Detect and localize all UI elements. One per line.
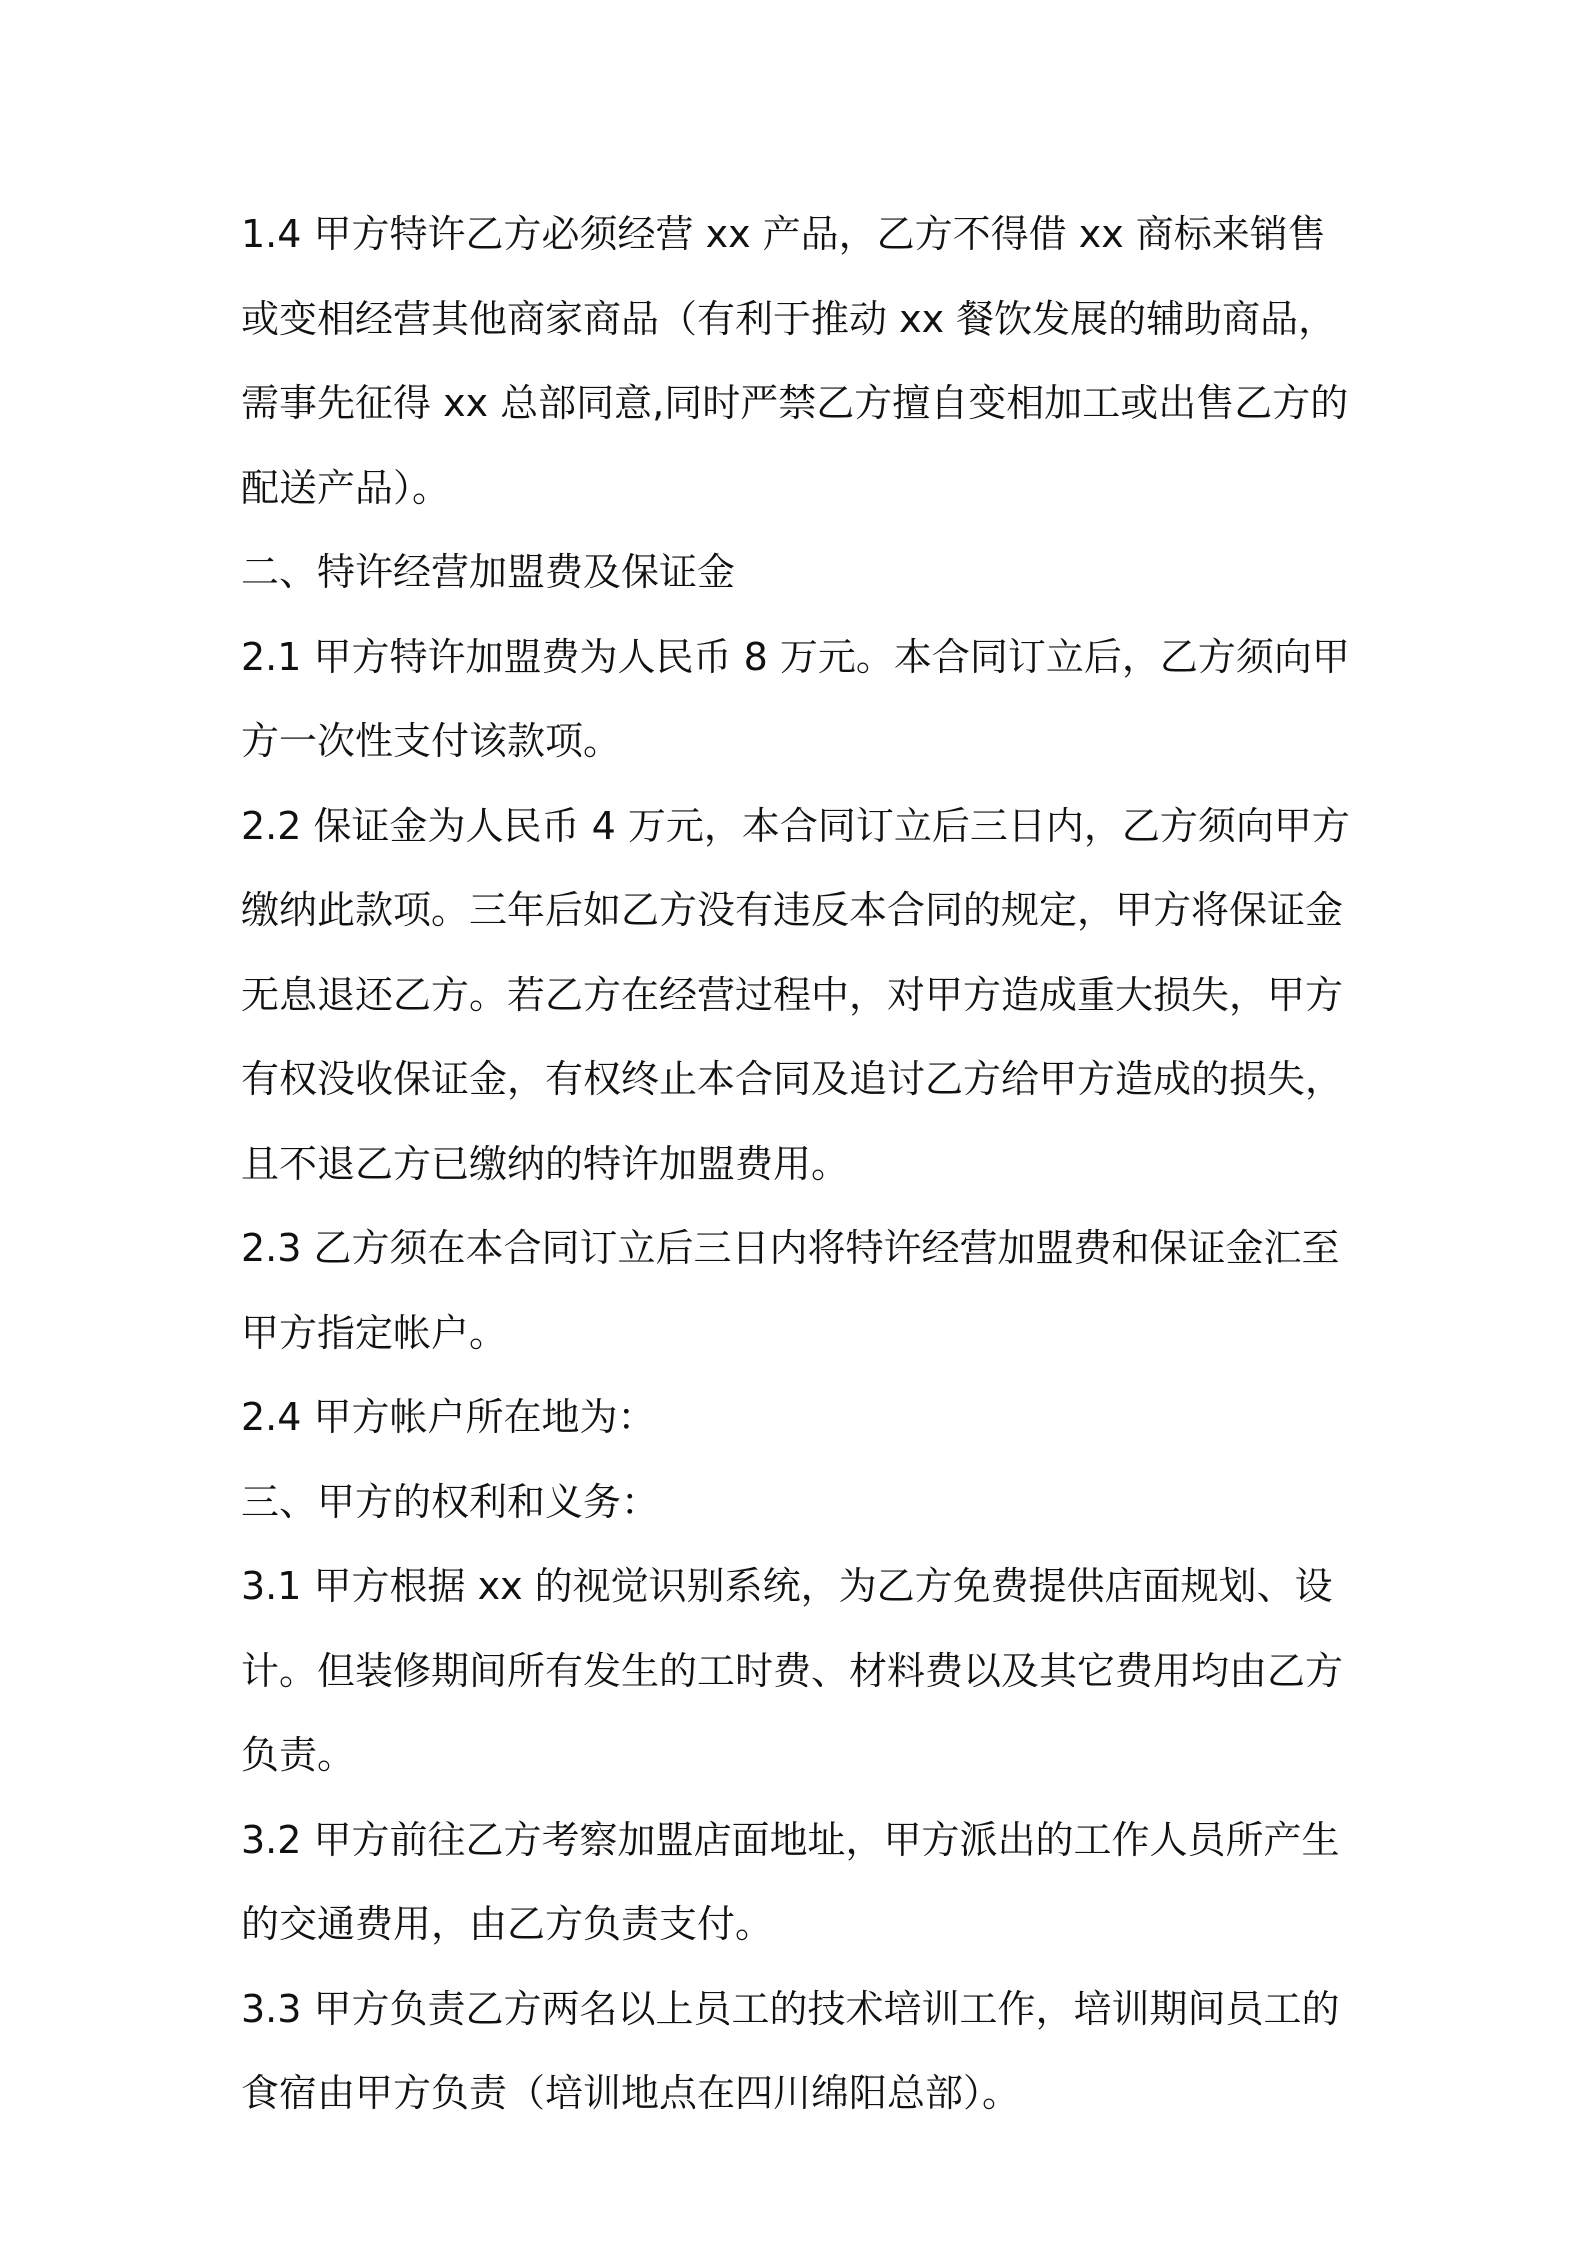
clause-1-4: 1.4 甲方特许乙方必须经营 xx 产品，乙方不得借 xx 商标来销售或变相经营其他商家商品（有利于推动 xx 餐饮发展的辅助商品，需事先征得 xx 总部同意,同时严禁乙方擅自变相加工或出售乙方的配送产品）。 [241,212,1349,510]
clause-3-2: 3.2 甲方前往乙方考察加盟店面地址，甲方派出的工作人员所产生的交通费用，由乙方负责支付。 [241,1817,1340,1946]
clause-2-4: 2.4 甲方帐户所在地为： [241,1395,656,1439]
document-page [241,192,1361,2136]
clause-3-3: 3.3 甲方负责乙方两名以上员工的技术培训工作，培训期间员工的食宿由甲方负责（培训地点在四川绵阳总部）。 [241,1986,1340,2115]
clause-2-3: 2.3 乙方须在本合同订立后三日内将特许经营加盟费和保证金汇至甲方指定帐户。 [241,1226,1340,1355]
clause-2-1: 2.1 甲方特许加盟费为人民币 8 万元。本合同订立后，乙方须向甲方一次性支付该款项。 [241,634,1350,763]
section-heading-franchise-fee: 二、特许经营加盟费及保证金 [241,550,736,594]
clause-3-1: 3.1 甲方根据 xx 的视觉识别系统，为乙方免费提供店面规划、设计。但装修期间所有发生的工时费、材料费以及其它费用均由乙方负责。 [241,1564,1344,1777]
section-heading-party-a-rights: 三、甲方的权利和义务： [241,1479,660,1524]
clause-2-2: 2.2 保证金为人民币 4 万元，本合同订立后三日内，乙方须向甲方缴纳此款项。三年后如乙方没有违反本合同的规定，甲方将保证金无息退还乙方。若乙方在经营过程中，对甲方造成重大损失，甲方有权没收保证金，有权终止本合同及追讨乙方给甲方造成的损失，且不退乙方已缴纳的特许加盟费用。 [241,803,1350,1186]
